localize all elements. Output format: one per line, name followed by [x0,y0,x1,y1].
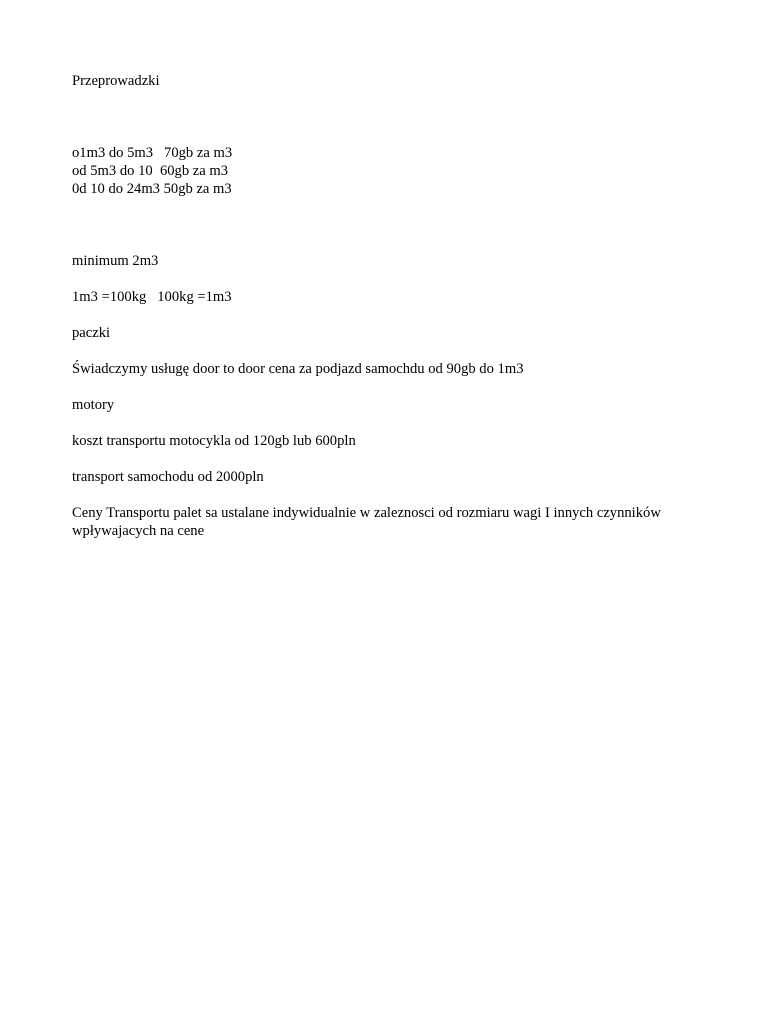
pallets-text: Ceny Transportu palet sa ustalane indywidualnie w zaleznosci od rozmiaru wagi I innych czynników wpływajacych na cene [72,505,665,539]
pricing-line-3: 0d 10 do 24m3 50gb za m3 [72,181,232,197]
heading-moves: Przeprowadzki [72,73,160,89]
car-text: transport samochodu od 2000pln [72,469,264,485]
parcels-text: Świadczymy usługę door to door cena za podjazd samochdu od 90gb do 1m3 [72,361,524,377]
heading-motorcycles: motory [72,397,115,413]
pricing-line-2: od 5m3 do 10 60gb za m3 [72,163,229,179]
minimum-note: minimum 2m3 [72,253,159,269]
motorcycle-text: koszt transportu motocykla od 120gb lub 600pln [72,433,356,449]
pricing-line-1: o1m3 do 5m3 70gb za m3 [72,145,233,161]
conversion-note: 1m3 =100kg 100kg =1m3 [72,289,232,305]
heading-parcels: paczki [72,325,111,341]
document-body [72,72,696,540]
pricing-block [72,108,696,234]
